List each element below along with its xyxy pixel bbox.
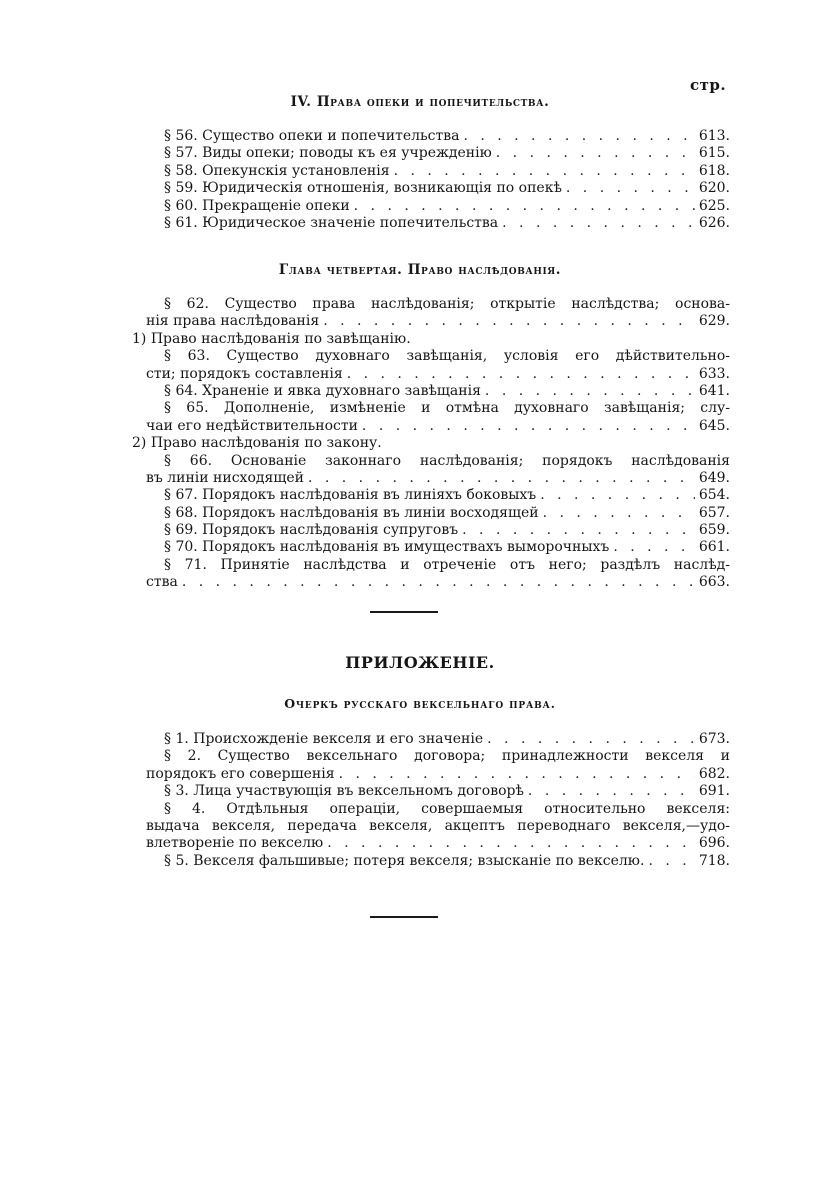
- toc-entry[interactable]: § 68. Порядокъ наслѣдованія въ линіи восходящей . . . 657.: [146, 505, 730, 522]
- toc-entry[interactable]: § 60. Прекращеніе опеки . . . 625.: [146, 198, 730, 215]
- appendix-subheading: Очеркъ русскаго вексельнаго права.: [284, 696, 556, 711]
- toc-entry[interactable]: § 59. Юридическія отношенія, возникающія по опекѣ . . . 620.: [146, 180, 730, 197]
- toc-entry[interactable]: § 70. Порядокъ наслѣдованія въ имуществахъ выморочныхъ . . . 661.: [146, 539, 730, 556]
- section-heading-guardianship: IV. Права опеки и попечительства.: [290, 94, 550, 110]
- toc-entry[interactable]: § 67. Порядокъ наслѣдованія въ линіяхъ боковыхъ . . . 654.: [146, 487, 730, 504]
- page-column-label: стр.: [690, 76, 727, 94]
- toc-section-guardianship: [146, 128, 730, 232]
- toc-entry-line[interactable]: влетвореніе по векселю . . . 696.: [146, 835, 730, 852]
- toc-entry-line[interactable]: § 2. Существо вексельнаго договора; принадлежности векселя и: [164, 748, 730, 765]
- toc-entry-line[interactable]: § 62. Существо права наслѣдованія; открытіе наслѣдства; основа-: [164, 296, 730, 312]
- toc-entry[interactable]: § 5. Векселя фальшивые; потеря векселя; взысканіе по векселю. . . . 718.: [146, 853, 730, 870]
- toc-appendix: [146, 731, 730, 870]
- toc-entry[interactable]: § 1. Происхожденіе векселя и его значеніе . . . 673.: [146, 731, 730, 748]
- toc-entry-line[interactable]: сти; порядокъ составленія . . . 633.: [146, 366, 730, 383]
- toc-entry[interactable]: § 58. Опекунскія установленія . . . 618.: [146, 163, 730, 180]
- toc-entry[interactable]: § 64. Храненіе и явка духовнаго завѣщанія . . . 641.: [146, 383, 730, 400]
- toc-entry-line[interactable]: чаи его недѣйствительности . . . 645.: [146, 418, 730, 435]
- chapter-heading-inheritance: Глава четвертая. Право наслѣдованія.: [278, 262, 562, 278]
- toc-entry[interactable]: § 56. Существо опеки и попечительства . . . 613.: [146, 128, 730, 145]
- toc-entry-line[interactable]: выдача векселя, передача векселя, акцептъ переводнаго векселя,—удо-: [146, 817, 730, 834]
- toc-entry[interactable]: § 69. Порядокъ наслѣдованія супруговъ . . . 659.: [146, 522, 730, 539]
- toc-subheading: 1) Право наслѣдованія по завѣщанію.: [132, 330, 411, 347]
- appendix-heading: ПРИЛОЖЕНІЕ.: [345, 653, 495, 672]
- toc-entry[interactable]: § 57. Виды опеки; поводы къ ея учрежденію . . . 615.: [146, 145, 730, 162]
- toc-entry-line[interactable]: § 4. Отдѣльныя операціи, совершаемыя относительно векселя:: [164, 800, 730, 817]
- toc-entry-line[interactable]: ства . . . 663.: [146, 574, 730, 591]
- toc-entry-line[interactable]: въ линіи нисходящей . . . 649.: [146, 470, 730, 487]
- toc-subheading: 2) Право наслѣдованія по закону.: [132, 435, 382, 452]
- toc-entry-line[interactable]: § 71. Принятіе наслѣдства и отреченіе отъ него; раздѣлъ наслѣд-: [164, 556, 730, 573]
- section-divider: [370, 611, 438, 613]
- toc-entry-line[interactable]: § 63. Существо духовнаго завѣщанія, условія его дѣйствительно-: [164, 348, 730, 365]
- toc-entry[interactable]: § 61. Юридическое значеніе попечительства . . . 626.: [146, 215, 730, 232]
- toc-entry-line[interactable]: нія права наслѣдованія . . . 629.: [146, 313, 730, 330]
- toc-entry-line[interactable]: § 65. Дополненіе, измѣненіе и отмѣна духовнаго завѣщанія; слу-: [164, 400, 730, 417]
- toc-entry-line[interactable]: § 66. Основаніе законнаго наслѣдованія; порядокъ наслѣдованія: [164, 452, 730, 469]
- toc-entry-line[interactable]: порядокъ его совершенія . . . 682.: [146, 766, 730, 783]
- section-divider: [370, 916, 438, 918]
- toc-chapter-inheritance: [132, 296, 730, 592]
- toc-entry[interactable]: § 3. Лица участвующія въ вексельномъ договорѣ . . . 691.: [146, 783, 730, 800]
